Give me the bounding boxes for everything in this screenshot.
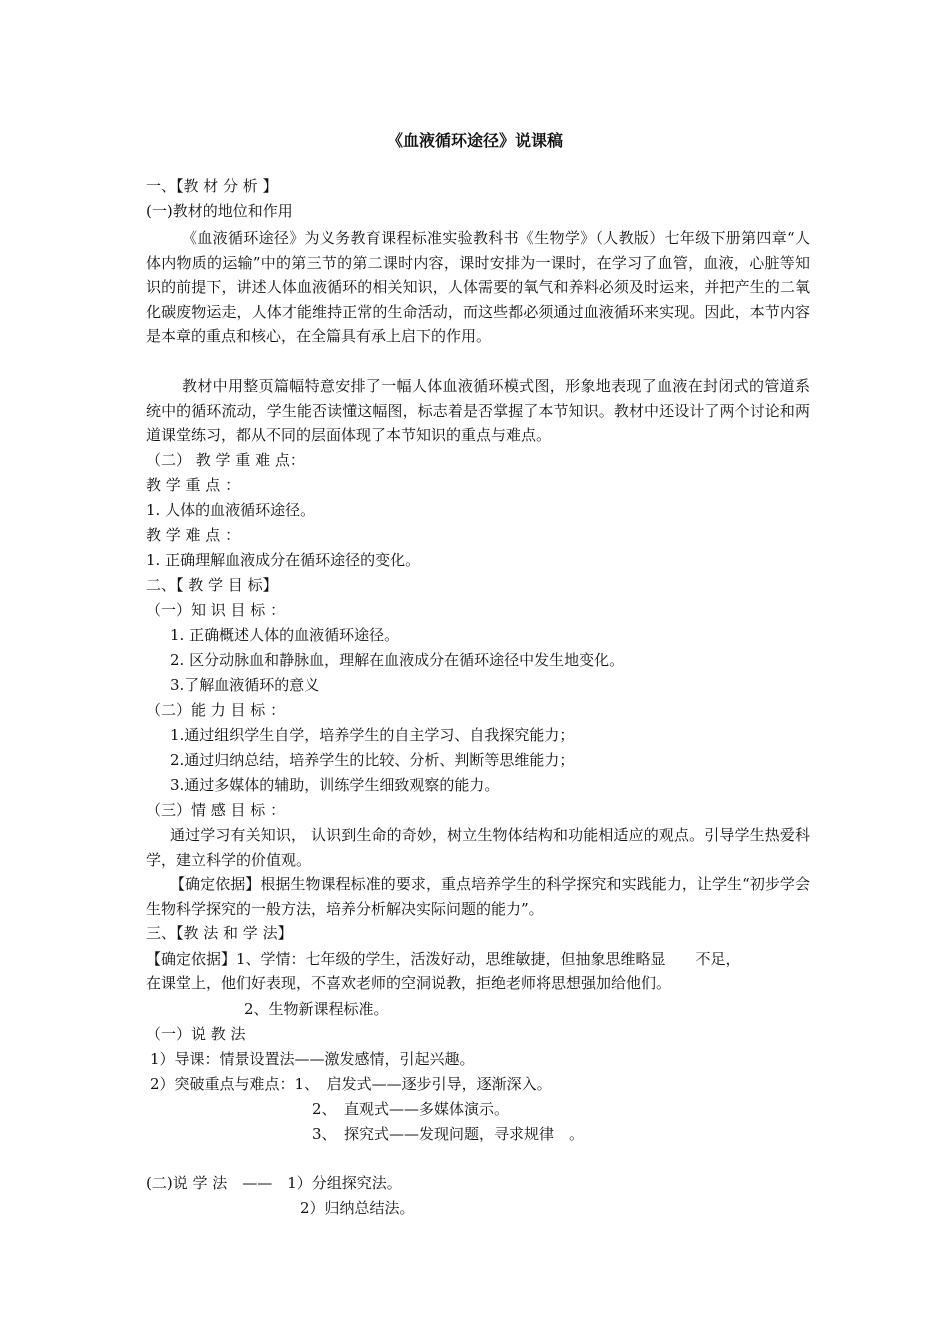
knowledge-goal-item: 1. 正确概述人体的血液循环途径。	[170, 626, 400, 644]
subsection-role-heading: (一)教材的地位和作用	[146, 202, 293, 220]
method-basis-line: 在课堂上，他们好表现，不喜欢老师的空洞说教，拒绝老师将思想强加给他们。	[146, 974, 672, 992]
subsection-key-difficult-heading: （二） 教 学 重 难 点：	[146, 451, 305, 469]
teaching-method-item: 3、 探究式——发现问题，寻求规律 。	[312, 1125, 585, 1143]
knowledge-goal-item: 2. 区分动脉血和静脉血，理解在血液成分在循环途径中发生地变化。	[170, 651, 625, 669]
knowledge-goal-label: （一）知 识 目 标 ：	[146, 601, 286, 619]
role-paragraph-2: 教材中用整页篇幅特意安排了一幅人体血液循环模式图，形象地表现了血液在封闭式的管道系统中的循环流动，学生能否读懂这幅图，标志着是否掌握了本节知识。教材中还设计了两个讨论和两道课堂练习，都从不同的层面体现了本节知识的重点与难点。	[146, 377, 810, 444]
key-points-label: 教 学 重 点 ：	[146, 476, 241, 494]
section-3-heading: 三、【教 法 和 学 法】	[146, 924, 293, 942]
method-basis-line: 【确定依据】1、学情：七年级的学生，活泼好动，思维敏捷，但抽象思维略显 不足，	[146, 950, 741, 968]
role-paragraph-1: 《血液循环途径》为义务教育课程标准实验教科书《生物学》（人教版）七年级下册第四章“人体内物质的运输”中的第三节的第二课时内容，课时安排为一课时，在学习了血管，血液，心脏等知识的前提下，讲述人体血液循环的相关知识，人体需要的氧气和养料必须及时运来，并把产生的二氧化碳废物运走，人体才能维持正常的生命活动，而这些都必须通过血液循环来实现。因此，本节内容是本章的重点和核心，在全篇具有承上启下的作用。	[146, 229, 810, 345]
knowledge-goal-item: 3.了解血液循环的意义	[170, 676, 320, 694]
emotion-goal-label: （三）情 感 目 标 ：	[146, 801, 286, 819]
teaching-method-item: 1）导课：情景设置法——激发感情，引起兴趣。	[150, 1050, 475, 1068]
section-2-heading: 二、【 教 学 目 标】	[146, 576, 278, 594]
method-basis-item: 2、生物新课程标准。	[244, 1000, 389, 1018]
ability-goal-item: 3.通过多媒体的辅助，训练学生细致观察的能力。	[170, 776, 500, 794]
teaching-method-item: 2、 直观式——多媒体演示。	[312, 1100, 510, 1118]
key-point-item: 1. 人体的血液循环途径。	[146, 501, 316, 519]
ability-goal-item: 1.通过组织学生自学，培养学生的自主学习、自我探究能力；	[170, 726, 575, 744]
emotion-goal-paragraph: 通过学习有关知识， 认识到生命的奇妙，树立生物体结构和功能相适应的观点。引导学生热爱科学，建立科学的价值观。	[146, 826, 810, 869]
ability-goal-label: （二）能 力 目 标 ：	[146, 701, 286, 719]
teaching-method-label: （一）说 教 法	[146, 1025, 246, 1043]
basis-paragraph: 【确定依据】根据生物课程标准的要求，重点培养学生的科学探究和实践能力，让学生“初步学会生物科学探究的一般方法，培养分析解决实际问题的能力”。	[146, 875, 810, 918]
document-title: 《血液循环途径》说课稿	[386, 131, 563, 150]
teaching-method-item: 2）突破重点与难点：1、 启发式——逐步引导，逐渐深入。	[150, 1075, 552, 1093]
difficult-points-label: 教 学 难 点 ：	[146, 526, 241, 544]
learning-method-label: (二)说 学 法 —— 1）分组探究法。	[146, 1174, 402, 1192]
section-1-heading: 一、【教 材 分 析 】	[146, 177, 278, 195]
ability-goal-item: 2.通过归纳总结，培养学生的比较、分析、判断等思维能力；	[170, 751, 575, 769]
learning-method-item: 2）归纳总结法。	[300, 1199, 415, 1217]
difficult-point-item: 1. 正确理解血液成分在循环途径的变化。	[146, 551, 421, 569]
